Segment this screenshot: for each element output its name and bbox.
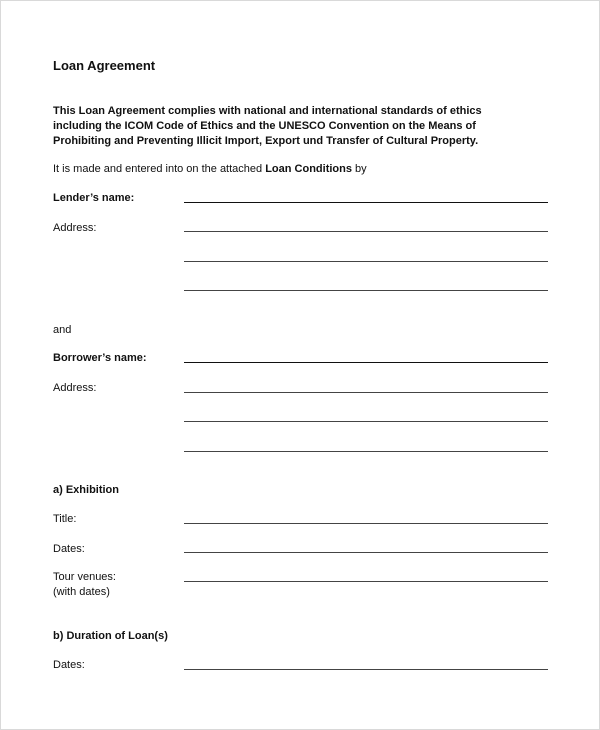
lender-address-field-1[interactable] xyxy=(184,231,548,232)
borrower-name-label: Borrower’s name: xyxy=(53,352,147,364)
intro-line-2: including the ICOM Code of Ethics and the UNESCO Convention on the Means of xyxy=(53,120,476,132)
borrower-address-field-1[interactable] xyxy=(184,392,548,393)
borrower-address-field-2[interactable] xyxy=(184,421,548,422)
duration-heading: b) Duration of Loan(s) xyxy=(53,630,168,642)
tour-venues-label: Tour venues: xyxy=(53,571,116,583)
borrower-address-label: Address: xyxy=(53,382,97,394)
intro-line-1: This Loan Agreement complies with national and international standards of ethics xyxy=(53,105,482,117)
document-title: Loan Agreement xyxy=(53,58,156,73)
exhibition-dates-field[interactable] xyxy=(184,552,548,553)
lender-address-field-3[interactable] xyxy=(184,290,548,291)
borrower-address-field-3[interactable] xyxy=(184,451,548,452)
lender-name-field[interactable] xyxy=(184,202,548,203)
loan-conditions-text: Loan Conditions xyxy=(265,163,352,175)
and-text: and xyxy=(53,324,72,336)
intro-paragraph xyxy=(53,104,482,149)
lender-address-label: Address: xyxy=(53,222,97,234)
exhibition-title-field[interactable] xyxy=(184,523,548,524)
made-text-before: It is made and entered into on the attached xyxy=(53,163,266,175)
duration-dates-label: Dates: xyxy=(53,659,85,671)
dates-label: Dates: xyxy=(53,543,85,555)
tour-venues-sublabel: (with dates) xyxy=(53,586,110,598)
made-text-after: by xyxy=(351,163,367,175)
tour-venues-field[interactable] xyxy=(184,581,548,582)
duration-dates-field[interactable] xyxy=(184,669,548,670)
title-label: Title: xyxy=(53,513,77,525)
lender-address-field-2[interactable] xyxy=(184,261,548,262)
borrower-name-field[interactable] xyxy=(184,362,548,363)
lender-name-label: Lender’s name: xyxy=(53,192,135,204)
made-entered-text xyxy=(53,162,367,177)
intro-line-3: Prohibiting and Preventing Illicit Import, Export und Transfer of Cultural Property. xyxy=(53,135,479,147)
exhibition-heading: a) Exhibition xyxy=(53,484,119,496)
